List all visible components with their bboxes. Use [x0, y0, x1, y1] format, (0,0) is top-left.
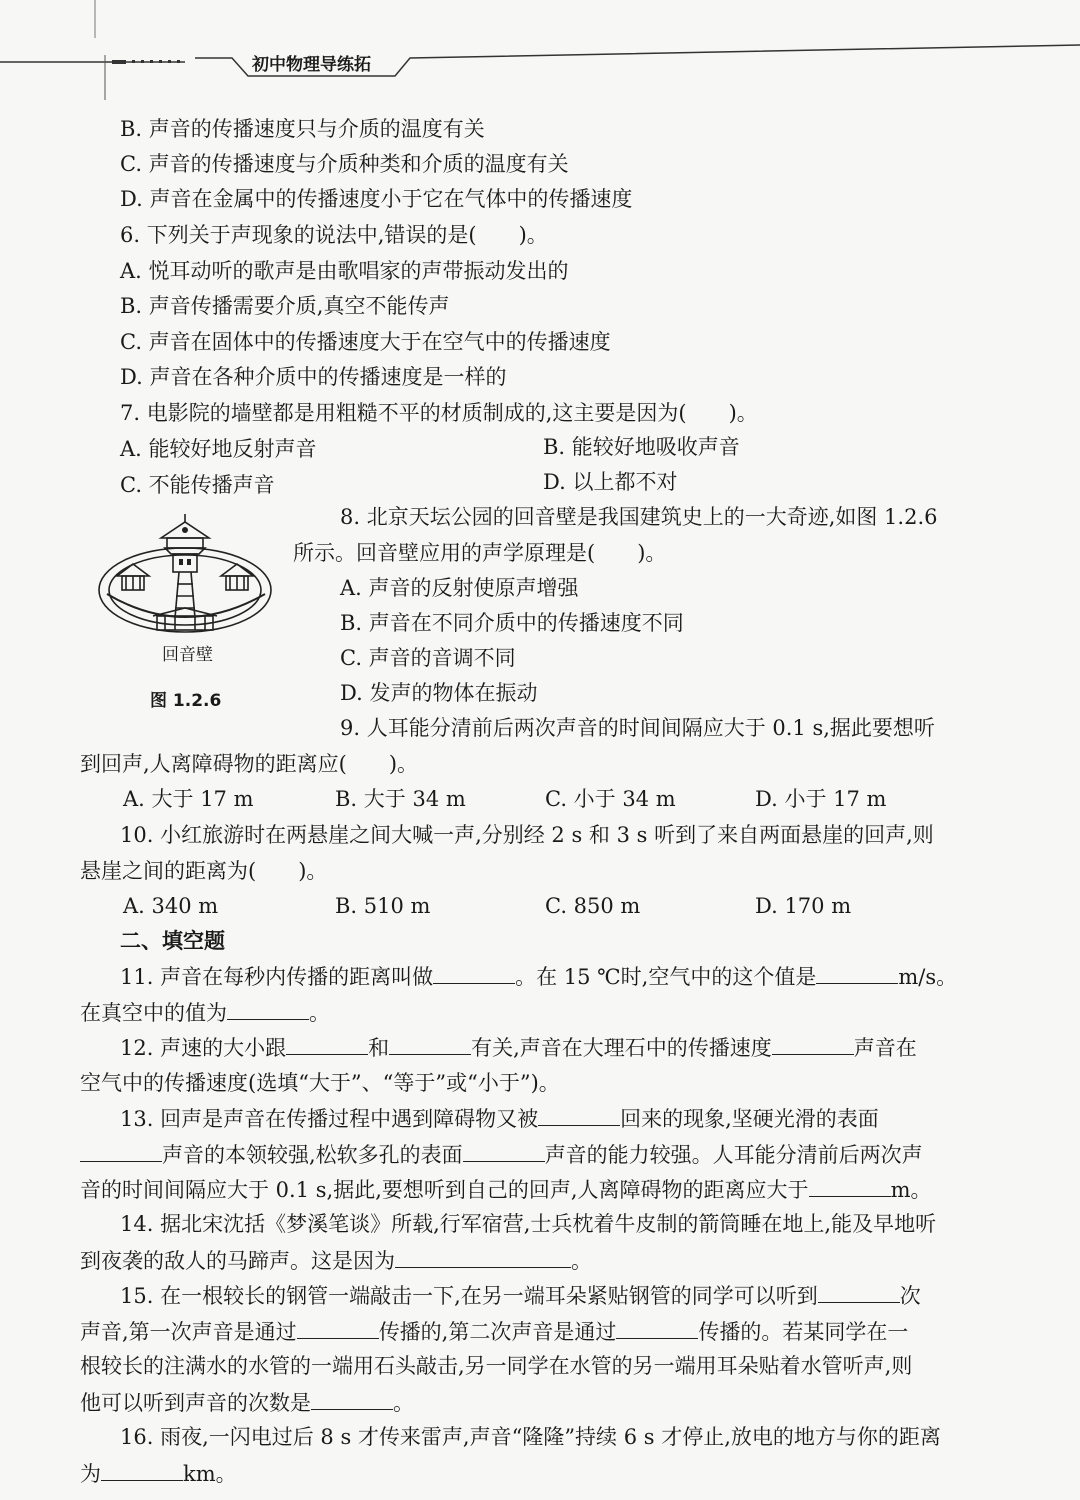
q16-line2 — [80, 1458, 237, 1489]
q13-blank-4[interactable] — [809, 1174, 891, 1197]
q14-text-2: 到夜袭的敌人的马蹄声。这是因为 — [80, 1249, 395, 1273]
q9-stem-line1: 9. 人耳能分清前后两次声音的时间间隔应大于 0.1 s,据此要想听 — [340, 716, 935, 740]
q13-line1 — [120, 1103, 879, 1134]
figure-label: 回音壁 — [162, 645, 213, 665]
q7-option-d: D. 以上都不对 — [543, 470, 678, 494]
q10-option-d: D. 170 m — [755, 894, 852, 918]
q13-blank-3[interactable] — [463, 1139, 545, 1162]
q10-option-c: C. 850 m — [545, 894, 641, 918]
q15-text-5: 传播的。若某同学在一 — [698, 1320, 909, 1344]
q9-option-d: D. 小于 17 m — [755, 787, 887, 811]
q12-line1 — [120, 1032, 917, 1063]
q9-option-b: B. 大于 34 m — [335, 787, 466, 811]
q8-option-a: A. 声音的反射使原声增强 — [340, 576, 579, 600]
q8-stem-line2: 所示。回音壁应用的声学原理是( )。 — [293, 541, 667, 565]
q15-blank-4[interactable] — [311, 1387, 393, 1410]
q15-text-2: 次 — [899, 1284, 921, 1308]
q14-text-3: 。 — [571, 1249, 592, 1273]
q13-text-6: m。 — [890, 1178, 932, 1202]
q8-option-c: C. 声音的音调不同 — [340, 646, 516, 670]
q15-text-7: 他可以听到声音的次数是 — [80, 1391, 311, 1415]
echo-wall-figure — [95, 508, 275, 643]
header-rule — [0, 0, 1080, 110]
q10-option-a: A. 340 m — [123, 894, 219, 918]
q11-line1 — [120, 961, 957, 992]
q16-line1: 16. 雨夜,一闪电过后 8 s 才传来雷声,声音“隆隆”持续 6 s 才停止,放电的地方与你的距离 — [120, 1425, 941, 1449]
q7-option-b: B. 能较好地吸收声音 — [543, 435, 740, 459]
q11-text-1: 11. 声音在每秒内传播的距离叫做 — [120, 965, 434, 989]
q8-option-d: D. 发声的物体在振动 — [340, 681, 538, 705]
q14-line2 — [80, 1245, 592, 1276]
q11-blank-1[interactable] — [433, 961, 515, 984]
q13-line3 — [80, 1174, 931, 1205]
q15-line2 — [80, 1316, 908, 1347]
q16-text-3: km。 — [183, 1462, 237, 1486]
q10-stem-line2: 悬崖之间的距离为( )。 — [80, 859, 328, 883]
q6-option-c: C. 声音在固体中的传播速度大于在空气中的传播速度 — [120, 330, 611, 354]
q13-text-5: 音的时间间隔应大于 0.1 s,据此,要想听到自己的回声,人离障碍物的距离应大于 — [80, 1178, 809, 1202]
q11-line2 — [80, 997, 330, 1028]
q11-blank-2[interactable] — [816, 961, 898, 984]
q13-text-4: 声音的能力较强。人耳能分清前后两次声 — [544, 1143, 923, 1167]
q6-option-a: A. 悦耳动听的歌声是由歌唱家的声带振动发出的 — [120, 259, 569, 283]
q12-blank-3[interactable] — [772, 1032, 854, 1055]
q5-option-c: C. 声音的传播速度与介质种类和介质的温度有关 — [120, 152, 569, 176]
q10-stem-line1: 10. 小红旅游时在两悬崖之间大喊一声,分别经 2 s 和 3 s 听到了来自两面悬崖的回声,则 — [120, 823, 934, 847]
q13-text-3: 声音的本领较强,松软多孔的表面 — [162, 1143, 463, 1167]
q11-text-5: 。 — [309, 1001, 330, 1025]
q13-blank-2[interactable] — [80, 1139, 162, 1162]
q15-line3: 根较长的注满水的水管的一端用石头敲击,另一同学在水管的另一端用耳朵贴着水管听声,则 — [80, 1354, 913, 1378]
figure-caption: 图 1.2.6 — [150, 691, 222, 711]
q15-text-4: 传播的,第二次声音是通过 — [378, 1320, 617, 1344]
q7-option-c: C. 不能传播声音 — [120, 473, 275, 497]
q12-line2: 空气中的传播速度(选填“大于”、“等于”或“小于”)。 — [80, 1071, 560, 1095]
q12-text-4: 声音在 — [853, 1036, 917, 1060]
q7-option-a: A. 能较好地反射声音 — [120, 437, 317, 461]
q11-text-3: m/s。 — [898, 965, 958, 989]
q15-blank-3[interactable] — [616, 1316, 698, 1339]
q11-text-4: 在真空中的值为 — [80, 1001, 227, 1025]
q15-text-8: 。 — [393, 1391, 414, 1415]
q15-line1 — [120, 1280, 921, 1311]
header-title: 初中物理导练拓 — [252, 55, 371, 75]
q7-stem: 7. 电影院的墙壁都是用粗糙不平的材质制成的,这主要是因为( )。 — [120, 401, 758, 425]
q8-stem-line1: 8. 北京天坛公园的回音壁是我国建筑史上的一大奇迹,如图 1.2.6 — [340, 505, 938, 529]
q14-blank-1[interactable] — [395, 1245, 571, 1268]
section-title-fill-in: 二、填空题 — [120, 928, 225, 953]
q12-blank-2[interactable] — [389, 1032, 471, 1055]
q8-option-b: B. 声音在不同介质中的传播速度不同 — [340, 611, 684, 635]
q12-text-3: 有关,声音在大理石中的传播速度 — [471, 1036, 772, 1060]
q13-blank-1[interactable] — [538, 1103, 620, 1126]
q9-option-c: C. 小于 34 m — [545, 787, 676, 811]
q13-text-2: 回来的现象,坚硬光滑的表面 — [620, 1107, 879, 1131]
q6-stem: 6. 下列关于声现象的说法中,错误的是( )。 — [120, 223, 548, 247]
q5-option-b: B. 声音的传播速度只与介质的温度有关 — [120, 117, 485, 141]
q6-option-d: D. 声音在各种介质中的传播速度是一样的 — [120, 365, 507, 389]
q10-option-b: B. 510 m — [335, 894, 431, 918]
q16-text-2: 为 — [80, 1462, 101, 1486]
q14-line1: 14. 据北宋沈括《梦溪笔谈》所载,行军宿营,士兵枕着牛皮制的箭筒睡在地上,能及早地听 — [120, 1212, 937, 1236]
q9-stem-line2: 到回声,人离障碍物的距离应( )。 — [80, 752, 419, 776]
q11-text-2: 。在 15 ℃时,空气中的这个值是 — [515, 965, 817, 989]
q13-text-1: 13. 回声是声音在传播过程中遇到障碍物又被 — [120, 1107, 539, 1131]
q12-text-1: 12. 声速的大小跟 — [120, 1036, 287, 1060]
q15-line4 — [80, 1387, 414, 1418]
q15-text-3: 声音,第一次声音是通过 — [80, 1320, 297, 1344]
q6-option-b: B. 声音传播需要介质,真空不能传声 — [120, 294, 450, 318]
q13-line2 — [80, 1139, 923, 1170]
q15-blank-1[interactable] — [818, 1280, 900, 1303]
q12-blank-1[interactable] — [286, 1032, 368, 1055]
q9-option-a: A. 大于 17 m — [123, 787, 254, 811]
q12-text-2: 和 — [368, 1036, 390, 1060]
q5-option-d: D. 声音在金属中的传播速度小于它在气体中的传播速度 — [120, 187, 633, 211]
q11-blank-3[interactable] — [227, 997, 309, 1020]
q16-blank-1[interactable] — [101, 1458, 183, 1481]
q15-text-1: 15. 在一根较长的钢管一端敲击一下,在另一端耳朵紧贴钢管的同学可以听到 — [120, 1284, 818, 1308]
q15-blank-2[interactable] — [297, 1316, 379, 1339]
